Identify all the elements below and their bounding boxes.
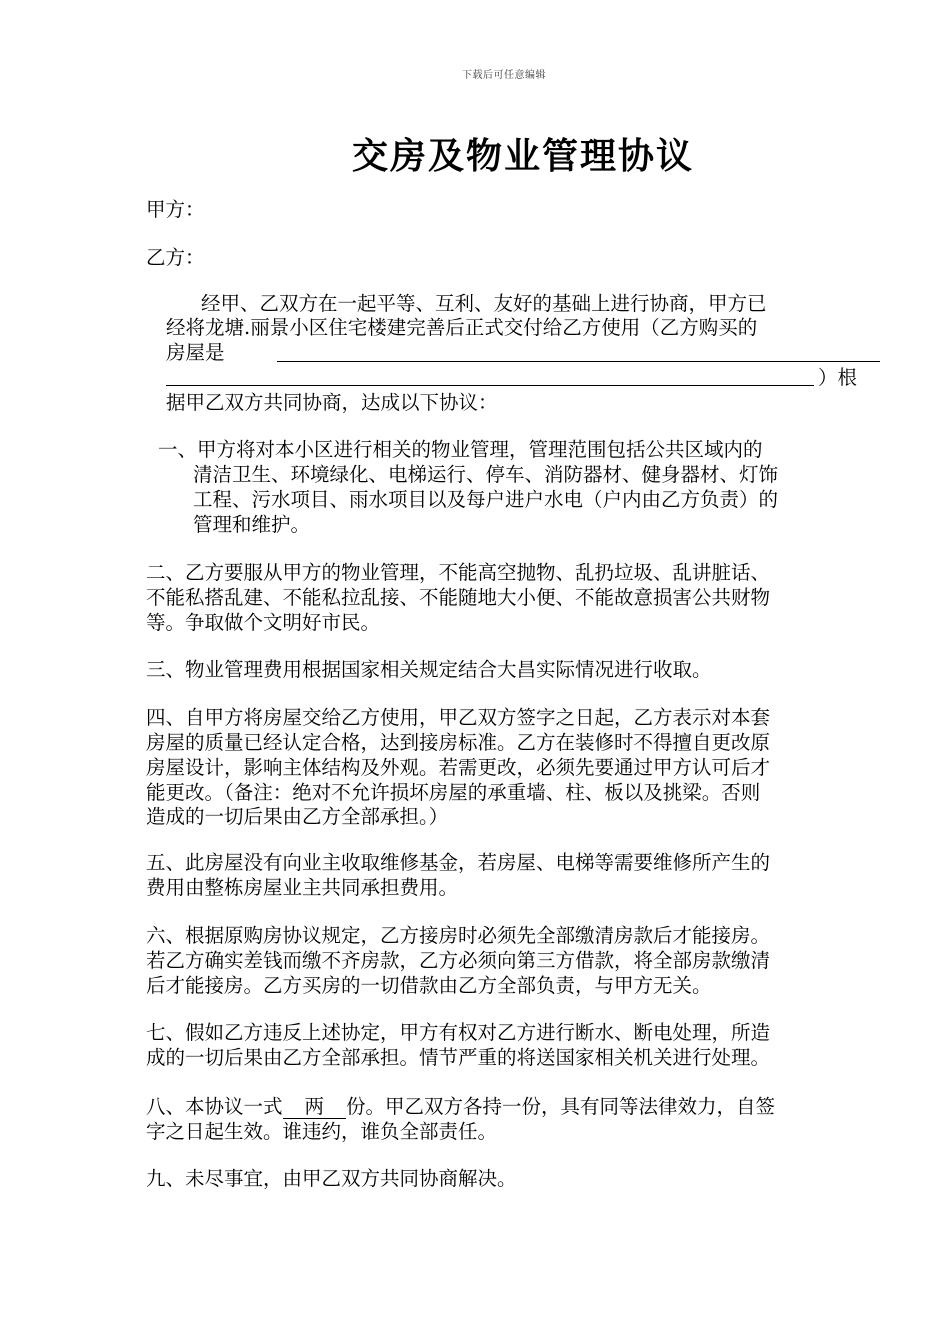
clause-line: 若乙方确实差钱而缴不齐房款，乙方必须向第三方借款，将全部房款缴清	[146, 949, 771, 972]
clause-line: 能更改。（备注：绝对不允许损坏房屋的承重墙、柱、板以及挑梁。否则	[146, 781, 761, 804]
clause-line: 七、假如乙方违反上述协定，甲方有权对乙方进行断水、断电处理，所造	[146, 1021, 771, 1044]
clause-line: 清洁卫生、环境绿化、电梯运行、停车、消防器材、健身器材、灯饰	[193, 463, 779, 486]
clause-line: 造成的一切后果由乙方全部承担。）	[146, 805, 449, 828]
party-a-label: 甲方：	[146, 198, 205, 221]
intro-line: 房屋是	[166, 341, 225, 364]
house-address-blank	[277, 361, 880, 362]
clause-line: 一、甲方将对本小区进行相关的物业管理，管理范围包括公共区域内的	[158, 438, 763, 461]
clause-line: 五、此房屋没有向业主收取维修基金，若房屋、电梯等需要维修所产生的	[146, 851, 771, 874]
house-address-blank-continued	[166, 385, 814, 386]
clause-line: 字之日起生效。谁违约，谁负全部责任。	[146, 1120, 498, 1143]
clause-line: 费用由整栋房屋业主共同承担费用。	[146, 876, 459, 899]
clause-line: 成的一切后果由乙方全部承担。情节严重的将送国家相关机关进行处理。	[146, 1046, 771, 1069]
clause-line: 等。争取做个文明好市民。	[146, 611, 381, 634]
copies-count: 两	[283, 1095, 347, 1119]
clause-line	[146, 1095, 775, 1119]
clause-line: 工程、污水项目、雨水项目以及每户进户水电（户内由乙方负责）的	[193, 488, 779, 511]
clause-line: 二、乙方要服从甲方的物业管理，不能高空抛物、乱扔垃圾、乱讲脏话、	[146, 561, 771, 584]
clause-line: 房屋的质量已经认定合格，达到接房标准。乙方在装修时不得擅自更改原	[146, 731, 771, 754]
clause-9: 九、未尽事宜，由甲乙双方共同协商解决。	[146, 1167, 517, 1190]
clause-3: 三、物业管理费用根据国家相关规定结合大昌实际情况进行收取。	[146, 658, 712, 681]
intro-line: 经甲、乙双方在一起平等、互利、友好的基础上进行协商，甲方已	[201, 292, 767, 315]
clause-line: 后才能接房。乙方买房的一切借款由乙方全部负责，与甲方无关。	[146, 974, 712, 997]
clause-line: 四、自甲方将房屋交给乙方使用，甲乙双方签字之日起，乙方表示对本套	[146, 706, 771, 729]
party-b-label: 乙方：	[146, 246, 205, 269]
clause-line: 六、根据原购房协议规定，乙方接房时必须先全部缴清房款后才能接房。	[146, 924, 771, 947]
document-title: 交房及物业管理协议	[352, 135, 695, 177]
intro-line: 经将龙塘.丽景小区住宅楼建完善后正式交付给乙方使用（乙方购买的	[166, 316, 758, 339]
clause-line: 管理和维护。	[193, 513, 311, 536]
clause-line: 房屋设计，影响主体结构及外观。若需更改，必须先要通过甲方认可后才	[146, 756, 771, 779]
clause-8-prefix: 八、本协议一式	[146, 1095, 283, 1118]
header-note: 下载后可任意编辑	[462, 70, 546, 81]
intro-line: 据甲乙双方共同协商，达成以下协议：	[166, 391, 498, 414]
clause-line: 不能私搭乱建、不能私拉乱接、不能随地大小便、不能故意损害公共财物	[146, 586, 771, 609]
clause-8-suffix: 份。甲乙双方各持一份，具有同等法律效力，自签	[346, 1095, 776, 1118]
intro-line: ）根	[818, 366, 858, 389]
